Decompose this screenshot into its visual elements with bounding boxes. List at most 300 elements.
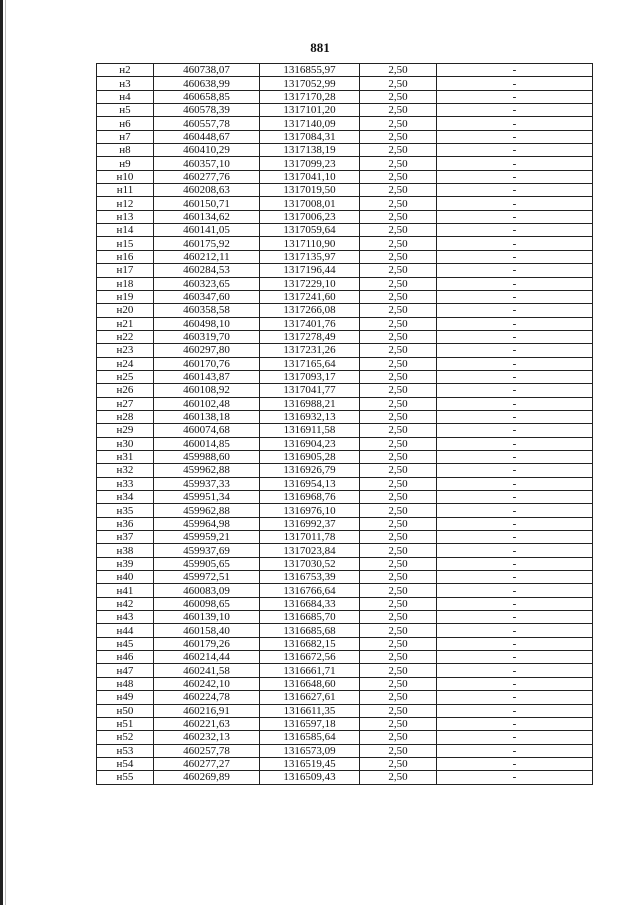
point-id-cell: н48 xyxy=(97,677,154,690)
x-coordinate-cell: 460150,71 xyxy=(154,197,260,210)
point-id-cell: н52 xyxy=(97,731,154,744)
y-coordinate-cell: 1317019,50 xyxy=(260,184,360,197)
table-row xyxy=(97,504,593,517)
table-row xyxy=(97,477,593,490)
note-cell: - xyxy=(437,330,593,343)
y-coordinate-cell: 1317241,60 xyxy=(260,290,360,303)
x-coordinate-cell: 460557,78 xyxy=(154,117,260,130)
y-coordinate-cell: 1316905,28 xyxy=(260,450,360,463)
table-row xyxy=(97,224,593,237)
point-id-cell: н29 xyxy=(97,424,154,437)
note-cell: - xyxy=(437,130,593,143)
point-id-cell: н9 xyxy=(97,157,154,170)
accuracy-cell: 2,50 xyxy=(360,664,437,677)
accuracy-cell: 2,50 xyxy=(360,544,437,557)
x-coordinate-cell: 460738,07 xyxy=(154,64,260,77)
point-id-cell: н2 xyxy=(97,64,154,77)
note-cell: - xyxy=(437,624,593,637)
table-row xyxy=(97,117,593,130)
table-row xyxy=(97,144,593,157)
note-cell: - xyxy=(437,104,593,117)
y-coordinate-cell: 1316685,68 xyxy=(260,624,360,637)
point-id-cell: н5 xyxy=(97,104,154,117)
point-id-cell: н23 xyxy=(97,344,154,357)
point-id-cell: н42 xyxy=(97,597,154,610)
x-coordinate-cell: 460143,87 xyxy=(154,370,260,383)
point-id-cell: н41 xyxy=(97,584,154,597)
accuracy-cell: 2,50 xyxy=(360,677,437,690)
accuracy-cell: 2,50 xyxy=(360,197,437,210)
note-cell: - xyxy=(437,464,593,477)
x-coordinate-cell: 460179,26 xyxy=(154,637,260,650)
table-row xyxy=(97,637,593,650)
x-coordinate-cell: 460212,11 xyxy=(154,250,260,263)
note-cell: - xyxy=(437,64,593,77)
x-coordinate-cell: 460410,29 xyxy=(154,144,260,157)
x-coordinate-cell: 460098,65 xyxy=(154,597,260,610)
point-id-cell: н40 xyxy=(97,571,154,584)
note-cell: - xyxy=(437,717,593,730)
y-coordinate-cell: 1316611,35 xyxy=(260,704,360,717)
table-row xyxy=(97,64,593,77)
note-cell: - xyxy=(437,224,593,237)
x-coordinate-cell: 459972,51 xyxy=(154,571,260,584)
note-cell: - xyxy=(437,424,593,437)
accuracy-cell: 2,50 xyxy=(360,611,437,624)
scan-edge xyxy=(0,0,3,905)
accuracy-cell: 2,50 xyxy=(360,357,437,370)
table-row xyxy=(97,557,593,570)
x-coordinate-cell: 460357,10 xyxy=(154,157,260,170)
table-row xyxy=(97,90,593,103)
x-coordinate-cell: 460014,85 xyxy=(154,437,260,450)
accuracy-cell: 2,50 xyxy=(360,584,437,597)
note-cell: - xyxy=(437,370,593,383)
x-coordinate-cell: 459937,33 xyxy=(154,477,260,490)
y-coordinate-cell: 1317023,84 xyxy=(260,544,360,557)
y-coordinate-cell: 1316509,43 xyxy=(260,771,360,784)
scan-edge-line xyxy=(5,0,6,905)
accuracy-cell: 2,50 xyxy=(360,637,437,650)
note-cell: - xyxy=(437,584,593,597)
note-cell: - xyxy=(437,184,593,197)
x-coordinate-cell: 460323,65 xyxy=(154,277,260,290)
note-cell: - xyxy=(437,250,593,263)
table-row xyxy=(97,130,593,143)
accuracy-cell: 2,50 xyxy=(360,237,437,250)
note-cell: - xyxy=(437,170,593,183)
x-coordinate-cell: 459962,88 xyxy=(154,464,260,477)
accuracy-cell: 2,50 xyxy=(360,104,437,117)
y-coordinate-cell: 1317401,76 xyxy=(260,317,360,330)
y-coordinate-cell: 1317006,23 xyxy=(260,210,360,223)
table-row xyxy=(97,397,593,410)
y-coordinate-cell: 1317052,99 xyxy=(260,77,360,90)
accuracy-cell: 2,50 xyxy=(360,557,437,570)
x-coordinate-cell: 460448,67 xyxy=(154,130,260,143)
table-row xyxy=(97,651,593,664)
note-cell: - xyxy=(437,757,593,770)
note-cell: - xyxy=(437,491,593,504)
accuracy-cell: 2,50 xyxy=(360,157,437,170)
note-cell: - xyxy=(437,410,593,423)
point-id-cell: н26 xyxy=(97,384,154,397)
x-coordinate-cell: 460241,58 xyxy=(154,664,260,677)
y-coordinate-cell: 1317059,64 xyxy=(260,224,360,237)
x-coordinate-cell: 459951,34 xyxy=(154,491,260,504)
table-row xyxy=(97,210,593,223)
accuracy-cell: 2,50 xyxy=(360,317,437,330)
x-coordinate-cell: 459962,88 xyxy=(154,504,260,517)
note-cell: - xyxy=(437,651,593,664)
accuracy-cell: 2,50 xyxy=(360,210,437,223)
table-row xyxy=(97,544,593,557)
note-cell: - xyxy=(437,237,593,250)
point-id-cell: н39 xyxy=(97,557,154,570)
coordinates-table-body xyxy=(97,64,593,785)
accuracy-cell: 2,50 xyxy=(360,691,437,704)
accuracy-cell: 2,50 xyxy=(360,704,437,717)
x-coordinate-cell: 460141,05 xyxy=(154,224,260,237)
accuracy-cell: 2,50 xyxy=(360,571,437,584)
y-coordinate-cell: 1316976,10 xyxy=(260,504,360,517)
y-coordinate-cell: 1316954,13 xyxy=(260,477,360,490)
point-id-cell: н10 xyxy=(97,170,154,183)
y-coordinate-cell: 1316932,13 xyxy=(260,410,360,423)
point-id-cell: н37 xyxy=(97,531,154,544)
point-id-cell: н55 xyxy=(97,771,154,784)
note-cell: - xyxy=(437,210,593,223)
table-row xyxy=(97,664,593,677)
x-coordinate-cell: 460134,62 xyxy=(154,210,260,223)
y-coordinate-cell: 1316766,64 xyxy=(260,584,360,597)
x-coordinate-cell: 460658,85 xyxy=(154,90,260,103)
table-row xyxy=(97,624,593,637)
point-id-cell: н18 xyxy=(97,277,154,290)
y-coordinate-cell: 1316684,33 xyxy=(260,597,360,610)
table-row xyxy=(97,197,593,210)
table-row xyxy=(97,304,593,317)
x-coordinate-cell: 460139,10 xyxy=(154,611,260,624)
note-cell: - xyxy=(437,90,593,103)
accuracy-cell: 2,50 xyxy=(360,370,437,383)
y-coordinate-cell: 1316911,58 xyxy=(260,424,360,437)
x-coordinate-cell: 460297,80 xyxy=(154,344,260,357)
accuracy-cell: 2,50 xyxy=(360,224,437,237)
accuracy-cell: 2,50 xyxy=(360,290,437,303)
y-coordinate-cell: 1316585,64 xyxy=(260,731,360,744)
accuracy-cell: 2,50 xyxy=(360,504,437,517)
y-coordinate-cell: 1317170,28 xyxy=(260,90,360,103)
page-number: 881 xyxy=(310,40,330,55)
point-id-cell: н14 xyxy=(97,224,154,237)
accuracy-cell: 2,50 xyxy=(360,717,437,730)
table-row xyxy=(97,424,593,437)
x-coordinate-cell: 460074,68 xyxy=(154,424,260,437)
x-coordinate-cell: 460232,13 xyxy=(154,731,260,744)
x-coordinate-cell: 460358,58 xyxy=(154,304,260,317)
y-coordinate-cell: 1317135,97 xyxy=(260,250,360,263)
point-id-cell: н47 xyxy=(97,664,154,677)
accuracy-cell: 2,50 xyxy=(360,250,437,263)
note-cell: - xyxy=(437,157,593,170)
x-coordinate-cell: 460158,40 xyxy=(154,624,260,637)
note-cell: - xyxy=(437,344,593,357)
accuracy-cell: 2,50 xyxy=(360,264,437,277)
point-id-cell: н12 xyxy=(97,197,154,210)
x-coordinate-cell: 460284,53 xyxy=(154,264,260,277)
accuracy-cell: 2,50 xyxy=(360,170,437,183)
table-row xyxy=(97,237,593,250)
point-id-cell: н15 xyxy=(97,237,154,250)
point-id-cell: н27 xyxy=(97,397,154,410)
x-coordinate-cell: 460578,39 xyxy=(154,104,260,117)
point-id-cell: н22 xyxy=(97,330,154,343)
y-coordinate-cell: 1317165,64 xyxy=(260,357,360,370)
note-cell: - xyxy=(437,437,593,450)
table-row xyxy=(97,717,593,730)
accuracy-cell: 2,50 xyxy=(360,477,437,490)
note-cell: - xyxy=(437,517,593,530)
note-cell: - xyxy=(437,571,593,584)
y-coordinate-cell: 1316573,09 xyxy=(260,744,360,757)
coordinates-table xyxy=(96,63,593,785)
accuracy-cell: 2,50 xyxy=(360,464,437,477)
point-id-cell: н43 xyxy=(97,611,154,624)
x-coordinate-cell: 459959,21 xyxy=(154,531,260,544)
y-coordinate-cell: 1316926,79 xyxy=(260,464,360,477)
note-cell: - xyxy=(437,117,593,130)
y-coordinate-cell: 1317084,31 xyxy=(260,130,360,143)
table-row xyxy=(97,184,593,197)
table-row xyxy=(97,357,593,370)
point-id-cell: н11 xyxy=(97,184,154,197)
x-coordinate-cell: 460638,99 xyxy=(154,77,260,90)
table-row xyxy=(97,410,593,423)
note-cell: - xyxy=(437,144,593,157)
accuracy-cell: 2,50 xyxy=(360,184,437,197)
point-id-cell: н3 xyxy=(97,77,154,90)
x-coordinate-cell: 460221,63 xyxy=(154,717,260,730)
note-cell: - xyxy=(437,704,593,717)
y-coordinate-cell: 1317231,26 xyxy=(260,344,360,357)
accuracy-cell: 2,50 xyxy=(360,731,437,744)
y-coordinate-cell: 1317008,01 xyxy=(260,197,360,210)
x-coordinate-cell: 460102,48 xyxy=(154,397,260,410)
point-id-cell: н19 xyxy=(97,290,154,303)
point-id-cell: н7 xyxy=(97,130,154,143)
note-cell: - xyxy=(437,691,593,704)
note-cell: - xyxy=(437,664,593,677)
accuracy-cell: 2,50 xyxy=(360,344,437,357)
point-id-cell: н50 xyxy=(97,704,154,717)
note-cell: - xyxy=(437,277,593,290)
table-row xyxy=(97,571,593,584)
y-coordinate-cell: 1316988,21 xyxy=(260,397,360,410)
y-coordinate-cell: 1316672,56 xyxy=(260,651,360,664)
y-coordinate-cell: 1317196,44 xyxy=(260,264,360,277)
point-id-cell: н8 xyxy=(97,144,154,157)
x-coordinate-cell: 460498,10 xyxy=(154,317,260,330)
table-row xyxy=(97,344,593,357)
table-row xyxy=(97,77,593,90)
point-id-cell: н24 xyxy=(97,357,154,370)
table-row xyxy=(97,104,593,117)
y-coordinate-cell: 1316968,76 xyxy=(260,491,360,504)
accuracy-cell: 2,50 xyxy=(360,517,437,530)
y-coordinate-cell: 1316661,71 xyxy=(260,664,360,677)
table-row xyxy=(97,691,593,704)
accuracy-cell: 2,50 xyxy=(360,424,437,437)
note-cell: - xyxy=(437,677,593,690)
point-id-cell: н53 xyxy=(97,744,154,757)
accuracy-cell: 2,50 xyxy=(360,397,437,410)
y-coordinate-cell: 1317093,17 xyxy=(260,370,360,383)
y-coordinate-cell: 1317138,19 xyxy=(260,144,360,157)
note-cell: - xyxy=(437,744,593,757)
note-cell: - xyxy=(437,317,593,330)
point-id-cell: н4 xyxy=(97,90,154,103)
y-coordinate-cell: 1317229,10 xyxy=(260,277,360,290)
x-coordinate-cell: 459937,69 xyxy=(154,544,260,557)
point-id-cell: н25 xyxy=(97,370,154,383)
point-id-cell: н36 xyxy=(97,517,154,530)
note-cell: - xyxy=(437,264,593,277)
table-row xyxy=(97,290,593,303)
table-row xyxy=(97,464,593,477)
point-id-cell: н30 xyxy=(97,437,154,450)
table-row xyxy=(97,157,593,170)
y-coordinate-cell: 1316753,39 xyxy=(260,571,360,584)
accuracy-cell: 2,50 xyxy=(360,64,437,77)
x-coordinate-cell: 460208,63 xyxy=(154,184,260,197)
x-coordinate-cell: 460138,18 xyxy=(154,410,260,423)
point-id-cell: н6 xyxy=(97,117,154,130)
x-coordinate-cell: 460269,89 xyxy=(154,771,260,784)
table-row xyxy=(97,170,593,183)
y-coordinate-cell: 1317041,10 xyxy=(260,170,360,183)
y-coordinate-cell: 1317030,52 xyxy=(260,557,360,570)
x-coordinate-cell: 460257,78 xyxy=(154,744,260,757)
point-id-cell: н21 xyxy=(97,317,154,330)
table-row xyxy=(97,384,593,397)
accuracy-cell: 2,50 xyxy=(360,277,437,290)
point-id-cell: н46 xyxy=(97,651,154,664)
table-row xyxy=(97,370,593,383)
table-row xyxy=(97,250,593,263)
table-row xyxy=(97,277,593,290)
accuracy-cell: 2,50 xyxy=(360,410,437,423)
accuracy-cell: 2,50 xyxy=(360,771,437,784)
accuracy-cell: 2,50 xyxy=(360,330,437,343)
y-coordinate-cell: 1316597,18 xyxy=(260,717,360,730)
y-coordinate-cell: 1316685,70 xyxy=(260,611,360,624)
note-cell: - xyxy=(437,384,593,397)
point-id-cell: н28 xyxy=(97,410,154,423)
accuracy-cell: 2,50 xyxy=(360,304,437,317)
point-id-cell: н17 xyxy=(97,264,154,277)
x-coordinate-cell: 460170,76 xyxy=(154,357,260,370)
point-id-cell: н32 xyxy=(97,464,154,477)
note-cell: - xyxy=(437,77,593,90)
table-row xyxy=(97,771,593,784)
x-coordinate-cell: 460175,92 xyxy=(154,237,260,250)
x-coordinate-cell: 460224,78 xyxy=(154,691,260,704)
accuracy-cell: 2,50 xyxy=(360,624,437,637)
table-row xyxy=(97,317,593,330)
point-id-cell: н34 xyxy=(97,491,154,504)
x-coordinate-cell: 460108,92 xyxy=(154,384,260,397)
accuracy-cell: 2,50 xyxy=(360,437,437,450)
table-row xyxy=(97,450,593,463)
y-coordinate-cell: 1317099,23 xyxy=(260,157,360,170)
note-cell: - xyxy=(437,357,593,370)
note-cell: - xyxy=(437,531,593,544)
x-coordinate-cell: 459905,65 xyxy=(154,557,260,570)
y-coordinate-cell: 1316682,15 xyxy=(260,637,360,650)
y-coordinate-cell: 1316627,61 xyxy=(260,691,360,704)
x-coordinate-cell: 459964,98 xyxy=(154,517,260,530)
y-coordinate-cell: 1316855,97 xyxy=(260,64,360,77)
point-id-cell: н51 xyxy=(97,717,154,730)
point-id-cell: н33 xyxy=(97,477,154,490)
table-row xyxy=(97,677,593,690)
note-cell: - xyxy=(437,637,593,650)
note-cell: - xyxy=(437,290,593,303)
point-id-cell: н13 xyxy=(97,210,154,223)
accuracy-cell: 2,50 xyxy=(360,450,437,463)
point-id-cell: н20 xyxy=(97,304,154,317)
note-cell: - xyxy=(437,611,593,624)
x-coordinate-cell: 460277,76 xyxy=(154,170,260,183)
x-coordinate-cell: 460277,27 xyxy=(154,757,260,770)
table-row xyxy=(97,531,593,544)
point-id-cell: н38 xyxy=(97,544,154,557)
point-id-cell: н54 xyxy=(97,757,154,770)
note-cell: - xyxy=(437,771,593,784)
table-row xyxy=(97,491,593,504)
x-coordinate-cell: 460319,70 xyxy=(154,330,260,343)
table-row xyxy=(97,264,593,277)
x-coordinate-cell: 460083,09 xyxy=(154,584,260,597)
note-cell: - xyxy=(437,597,593,610)
note-cell: - xyxy=(437,397,593,410)
accuracy-cell: 2,50 xyxy=(360,531,437,544)
accuracy-cell: 2,50 xyxy=(360,744,437,757)
accuracy-cell: 2,50 xyxy=(360,117,437,130)
point-id-cell: н44 xyxy=(97,624,154,637)
note-cell: - xyxy=(437,557,593,570)
note-cell: - xyxy=(437,477,593,490)
y-coordinate-cell: 1317278,49 xyxy=(260,330,360,343)
point-id-cell: н31 xyxy=(97,450,154,463)
accuracy-cell: 2,50 xyxy=(360,651,437,664)
note-cell: - xyxy=(437,304,593,317)
table-row xyxy=(97,584,593,597)
table-row xyxy=(97,744,593,757)
table-row xyxy=(97,330,593,343)
point-id-cell: н16 xyxy=(97,250,154,263)
y-coordinate-cell: 1317101,20 xyxy=(260,104,360,117)
y-coordinate-cell: 1317266,08 xyxy=(260,304,360,317)
table-row xyxy=(97,704,593,717)
accuracy-cell: 2,50 xyxy=(360,130,437,143)
accuracy-cell: 2,50 xyxy=(360,144,437,157)
y-coordinate-cell: 1316519,45 xyxy=(260,757,360,770)
x-coordinate-cell: 459988,60 xyxy=(154,450,260,463)
accuracy-cell: 2,50 xyxy=(360,597,437,610)
y-coordinate-cell: 1317041,77 xyxy=(260,384,360,397)
